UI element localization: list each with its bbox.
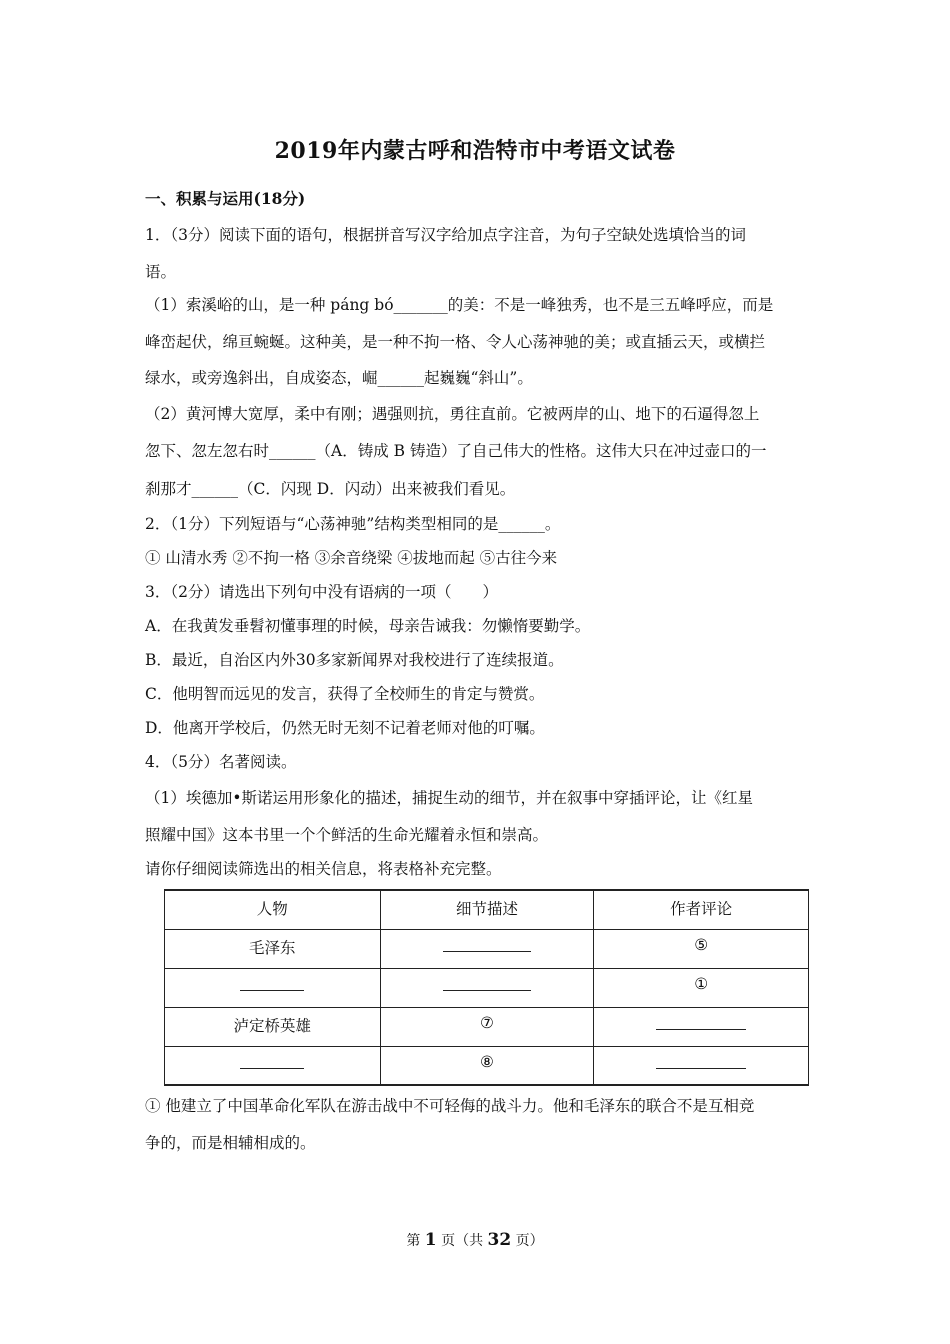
cell-person: 泸定桥英雄: [165, 1007, 381, 1046]
table-row: [165, 968, 809, 1007]
info-passage-line-2: 争的，而是相辅相成的。: [145, 1134, 316, 1152]
cell-detail-blank: [380, 968, 594, 1007]
page-total: 32: [487, 1230, 512, 1250]
page-number: 1: [424, 1230, 437, 1250]
passage-2-line-1: （2）黄河博大宽厚，柔中有刚；遇强则抗，勇往直前。它被两岸的山、地下的石逼得忽上: [145, 405, 760, 423]
cell-person-blank: [165, 1046, 381, 1085]
question-3-prompt: 3．（2分）请选出下列句中没有语病的一项（ ）: [145, 583, 498, 601]
passage-1-line-3: 绿水，或旁逸斜出，自成姿态，崛______起巍巍“斜山”。: [145, 369, 533, 387]
footer-prefix: 第: [406, 1233, 421, 1249]
cell-detail: ⑦: [380, 1007, 594, 1046]
question-2-options: ① 山清水秀 ②不拘一格 ③余音绕梁 ④拔地而起 ⑤古往今来: [145, 549, 558, 567]
question-4-sub-1-line-2: 照耀中国》这本书里一个个鲜活的生命光耀着永恒和崇高。: [145, 826, 549, 844]
cell-detail-blank: [380, 929, 594, 968]
question-2-prompt: 2．（1分）下列短语与“心荡神驰”结构类型相同的是______。: [145, 515, 561, 533]
question-3-option-b: B．最近，自治区内外30多家新闻界对我校进行了连续报道。: [145, 651, 564, 669]
header-person: 人物: [165, 890, 381, 929]
answer-blank: [656, 1017, 746, 1030]
table-instruction: 请你仔细阅读筛选出的相关信息，将表格补充完整。: [145, 860, 502, 878]
table-row: [165, 929, 809, 968]
passage-1-line-1: （1）索溪峪的山，是一种 páng bó_______的美：不是一峰独秀，也不是三五峰呼应，而是: [145, 296, 774, 314]
section-heading: 一、积累与运用(18分): [145, 189, 306, 208]
passage-2-line-2: 忽下、忽左忽右时______（A．铸成 B 铸造）了自己伟大的性格。这伟大只在冲过壶口的一: [145, 442, 767, 460]
table-row: [165, 1007, 809, 1046]
cell-person-blank: [165, 968, 381, 1007]
answer-blank: [443, 978, 531, 991]
table-row: [165, 1046, 809, 1085]
footer-middle: 页（共: [441, 1233, 484, 1249]
question-4-sub-1-line-1: （1）埃德加•斯诺运用形象化的描述，捕捉生动的细节，并在叙事中穿插评论，让《红星: [145, 789, 754, 807]
question-3-option-a: A．在我黄发垂髫初懂事理的时候，母亲告诫我：勿懒惰要勤学。: [145, 617, 591, 635]
cell-comment-blank: [594, 1046, 809, 1085]
table-header-row: [165, 890, 809, 929]
cell-comment: ①: [594, 968, 809, 1007]
answer-blank: [443, 939, 531, 952]
cell-comment-blank: [594, 1007, 809, 1046]
page-footer: [0, 1230, 950, 1250]
question-1-prompt: 1．（3分）阅读下面的语句，根据拼音写汉字给加点字注音，为句子空缺处选填恰当的词: [145, 226, 746, 244]
passage-2-line-3: 刹那才______（C．闪现 D．闪动）出来被我们看见。: [145, 480, 516, 498]
cell-detail: ⑧: [380, 1046, 594, 1085]
info-passage-line-1: ① 他建立了中国革命化军队在游击战中不可轻侮的战斗力。他和毛泽东的联合不是互相竞: [145, 1097, 755, 1115]
cell-comment: ⑤: [594, 929, 809, 968]
character-table: [164, 889, 809, 1086]
answer-blank: [656, 1056, 746, 1069]
header-detail: 细节描述: [380, 890, 594, 929]
question-3-option-d: D．他离开学校后，仍然无时无刻不记着老师对他的叮嘱。: [145, 719, 545, 737]
footer-suffix: 页）: [515, 1233, 544, 1249]
answer-blank: [240, 1056, 304, 1069]
header-comment: 作者评论: [594, 890, 809, 929]
question-3-option-c: C．他明智而远见的发言，获得了全校师生的肯定与赞赏。: [145, 685, 545, 703]
cell-person: 毛泽东: [165, 929, 381, 968]
question-1-prompt-cont: 语。: [145, 263, 177, 281]
exam-title: 2019年内蒙古呼和浩特市中考语文试卷: [274, 138, 676, 164]
answer-blank: [240, 978, 304, 991]
passage-1-line-2: 峰峦起伏，绵亘蜿蜒。这种美，是一种不拘一格、令人心荡神驰的美；或直插云天，或横拦: [145, 333, 766, 351]
question-4-prompt: 4．（5分）名著阅读。: [145, 753, 297, 771]
